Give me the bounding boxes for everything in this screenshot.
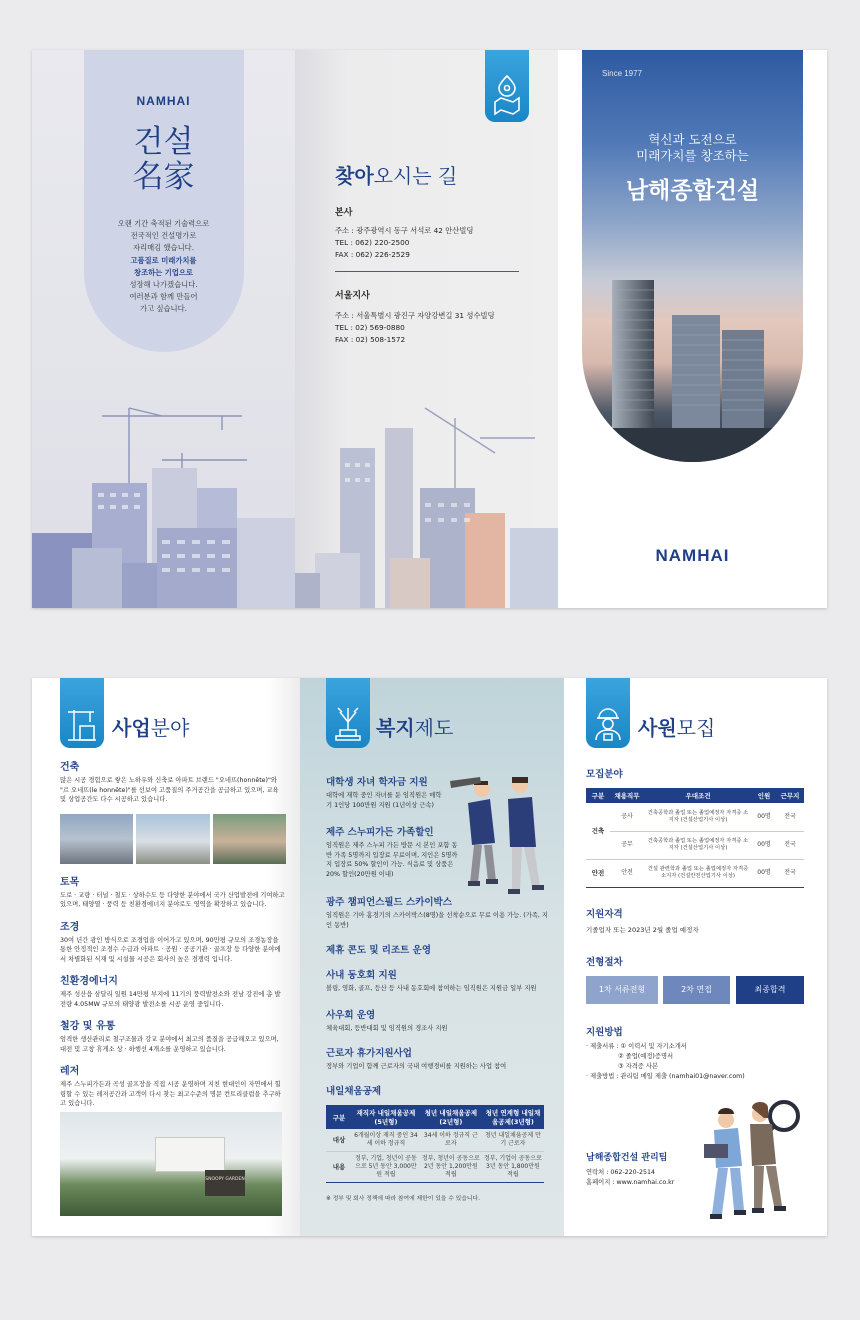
snoopy-garden-photo — [60, 1112, 282, 1216]
table-row: 건축 공사 건축공학과 졸업 또는 졸업예정자 자격증 소지자 (건설산업기사 이상) 00명 전국 — [586, 803, 804, 831]
business-tab — [60, 678, 104, 748]
welfare-footnote: ※ 정부 및 회사 정책에 따라 참여에 제한이 있을 수 있습니다. — [326, 1196, 480, 1202]
welfare-item: 대학생 자녀 학자금 지원 대학에 재학 중인 자녀를 둔 임직원은 매학기 1인당 100만원 지원 (1년이상 근속) — [326, 777, 442, 809]
business-panel — [32, 678, 300, 1236]
table-row: 안전 안전 건설 관련학과 졸업 또는 졸업예정자 자격증 소지자 (건설안전산업기사 이상) 00명 전국 — [586, 859, 804, 887]
architecture-photos — [60, 814, 286, 864]
welfare-heading: 복지제도 — [376, 716, 454, 740]
recruit-heading: 사원모집 — [638, 716, 716, 740]
intro-paragraph: 오랜 기간 축적된 기술력으로 전국적인 건설명가로 자리매김 했습니다. 고품질로 미래가치를 창조하는 기업으로 성장해 나가겠습니다. 여러분과 함께 만들어 가고 싶습니다. — [117, 219, 210, 314]
photo-sign: SNOOPY GARDEN — [205, 1170, 245, 1196]
table-row: 대상 6개월이상 재직 중인 34세 이하 정규직 34세 이하 정규직 근로자 청년 내일채움공제 만기 근로자 — [326, 1129, 544, 1152]
welfare-item: 광주 챔피언스필드 스카이박스 임직원은 기아 홈경기의 스카이박스(8명)을 선착순으로 무료 이용 가능. (가족, 지인 동반) — [326, 897, 548, 929]
contact-title: 남해종합건설 관리팀 — [586, 1153, 668, 1163]
step-2-box: 2차 면접 — [663, 976, 730, 1004]
welfare-content — [326, 774, 548, 1202]
section-text: 제주 스누피가든과 곡성 골프장을 직접 시공 운영하며 지친 현대인이 자연에서 힐링할 수 있는 레저공간과 고객이 다시 찾는 최고수준의 명문 컨트리클럽을 추구하고 있습니다. — [60, 1081, 281, 1107]
building-photo — [582, 50, 803, 462]
table-row: 공무 건축공학과 졸업 또는 졸업예정자 자격증 소지자 (건설산업기사 이상) 00명 전국 — [586, 831, 804, 859]
recruit-tab — [586, 678, 630, 748]
welfare-panel — [300, 678, 564, 1236]
divider — [335, 271, 519, 272]
cover-tagline: 혁신과 도전으로 미래가치를 창조하는 — [636, 132, 749, 163]
city-illustration-left — [32, 368, 295, 608]
section-title: 토목 — [60, 876, 80, 888]
intro-panel — [32, 50, 295, 608]
intro-title: 건설 名家 — [132, 124, 195, 195]
section-title: 친환경에너지 — [60, 976, 118, 987]
welfare-tab — [326, 678, 370, 748]
section-text: 도로 · 교량 · 터널 · 철도 · 상하수도 등 다양한 분야에서 국가 산업발전에 기여하고 있으며, 태양열 · 풍력 등 친환경에너지 분야로도 영역을 확장하고 있습니다. — [60, 891, 285, 908]
section-text: 제주 성산읍 삼달리 일원 14만평 부지에 11기의 풍력발전소와 전남 강진에 총 발전량 4.05MW 규모의 태양광 발전소를 시공 운영 중입니다. — [60, 991, 281, 1008]
brochure-outer-side — [32, 50, 827, 608]
welfare-item: 근로자 휴가지원사업 정부와 기업이 함께 근로자의 국내 여행경비를 지원하는 사업 참여 — [326, 1048, 507, 1070]
business-heading: 사업분야 — [112, 716, 190, 740]
qualification-text: 기졸업자 또는 2023년 2월 졸업 예정자 — [586, 925, 699, 934]
table-row: 내용 정부, 기업, 청년이 공동으로 5년 동안 3,000만원 적립 정부, 청년이 공동으로 2년 동안 1,200만원 적립 정부, 기업이 공동으로 3년 동안 1,800만원 적립 — [326, 1152, 544, 1183]
cover-panel — [558, 50, 827, 608]
contact-block — [586, 1150, 706, 1188]
step-1-box: 1차 서류전형 — [586, 976, 658, 1004]
welfare-item: 제휴 콘도 및 리조트 운영 — [326, 945, 431, 956]
section-text: 많은 시공 경험으로 쌓은 노하우와 신축로 아파트 브랜드 "오네뜨(honnête)"와 "르 오네뜨(le honnête)"를 선보여 고품질의 주거공간을 공급하고 있으며, 교육 및 상업공간도 다수 시공하고 있습니다. — [60, 777, 279, 803]
section-title: 조경 — [60, 921, 80, 933]
since-label: Since 1977 — [602, 69, 643, 78]
method-text: · 제출서류 : ① 이력서 및 자기소개서 ② 졸업(예정)증명서 ③ 자격증 사본 · 제출방법 : 관리팀 메일 제출 (namhai01@naver.com) — [586, 1042, 745, 1080]
recruit-content — [586, 766, 806, 1082]
recruit-panel — [564, 678, 827, 1236]
award-icon — [326, 678, 370, 748]
people-magnifier-illustration — [696, 1096, 816, 1226]
qualification-title: 지원자격 — [586, 908, 623, 920]
step-3-box: 최종합격 — [736, 976, 804, 1004]
method-title: 지원방법 — [586, 1026, 623, 1038]
table-header: 구분 재직자 내일채움공제(5년형) 청년 내일채움공제(2년형) 청년 연계형 내일채움공제(3년형) — [326, 1105, 544, 1129]
savings-table — [326, 1105, 544, 1183]
section-title: 내일채움공제 — [326, 1086, 382, 1097]
head-office-info: 주소 : 광주광역시 동구 서석로 42 안산빌딩 TEL : 062) 220-2500 FAX : 062) 226-2529 — [335, 226, 474, 259]
section-text: 엄격한 생산관리로 철구조물과 강교 분야에서 최고의 품질을 공급해오고 있으며, 대전 및 고창 휴게소 상 · 하행선 4개소를 운영하고 있습니다. — [60, 1036, 279, 1053]
recruit-table — [586, 788, 804, 888]
head-office-title: 본사 — [335, 208, 353, 218]
section-title: 건축 — [60, 762, 80, 773]
section-title: 레저 — [60, 1066, 80, 1077]
namhai-logo-cover: NAMHAI — [655, 546, 730, 565]
table-header: 구분 채용직무 우대조건 인원 근무지 — [586, 788, 804, 803]
process-steps — [586, 976, 806, 1004]
welfare-item: 제주 스누피가든 가족할인 임직원은 제주 스누피 가든 방문 시 본인 포함 동반 가족 5명까지 입장료 무료이며, 지인은 5명까지 입장료 50% 할인이 가능. 식음료 및 상품은 20% 할인(20만원 이내) — [326, 827, 458, 878]
location-panel — [295, 50, 558, 608]
photo-building — [155, 1137, 225, 1172]
city-illustration-right — [295, 378, 558, 608]
map-pin-icon — [485, 50, 529, 122]
contact-info: 연락처 : 062-220-2514 홈페이지 : www.namhai.co.kr — [586, 1169, 675, 1186]
photo-apartment-2 — [136, 814, 209, 864]
cover-arch — [582, 50, 803, 462]
cover-company-name: 남해종합건설 — [625, 178, 760, 204]
location-tab — [485, 50, 529, 122]
namhai-logo: NAMHAI — [136, 94, 191, 108]
seoul-office-info: 주소 : 서울특별시 광진구 자양강변길 31 성수빌딩 TEL : 02) 569-0880 FAX : 02) 508-1572 — [335, 311, 495, 344]
process-title: 전형절차 — [586, 956, 623, 968]
section-text: 30여 년간 광인 방식으로 조경업을 이어가고 있으며, 90만평 규모의 조경농장을 통한 안정적인 조경수 수급과 아파트 · 공원 · 공공기관 · 골프장 등 다양한 분야에서 차별화된 식재 및 시설물 시공은 회사의 높은 경쟁력 입니다. — [60, 936, 281, 963]
welfare-item: 사내 동호회 지원 볼링, 영화, 골프, 등산 등 사내 동호회에 참여하는 임직원은 지원금 일부 지원 — [326, 970, 537, 992]
business-content — [60, 758, 286, 1109]
field-title: 모집분야 — [586, 769, 623, 780]
seoul-office-title: 서울지사 — [335, 291, 370, 301]
brochure-inner-side — [32, 678, 827, 1236]
crane-icon — [60, 678, 104, 748]
section-title: 철강 및 유통 — [60, 1021, 116, 1032]
location-heading: 찾아오시는 길 — [335, 164, 458, 188]
photo-school — [213, 814, 286, 864]
welfare-item: 사우회 운영 체육대회, 등반대회 및 임직원의 경조사 지원 — [326, 1010, 448, 1032]
photo-apartment-1 — [60, 814, 133, 864]
worker-icon — [586, 678, 630, 748]
